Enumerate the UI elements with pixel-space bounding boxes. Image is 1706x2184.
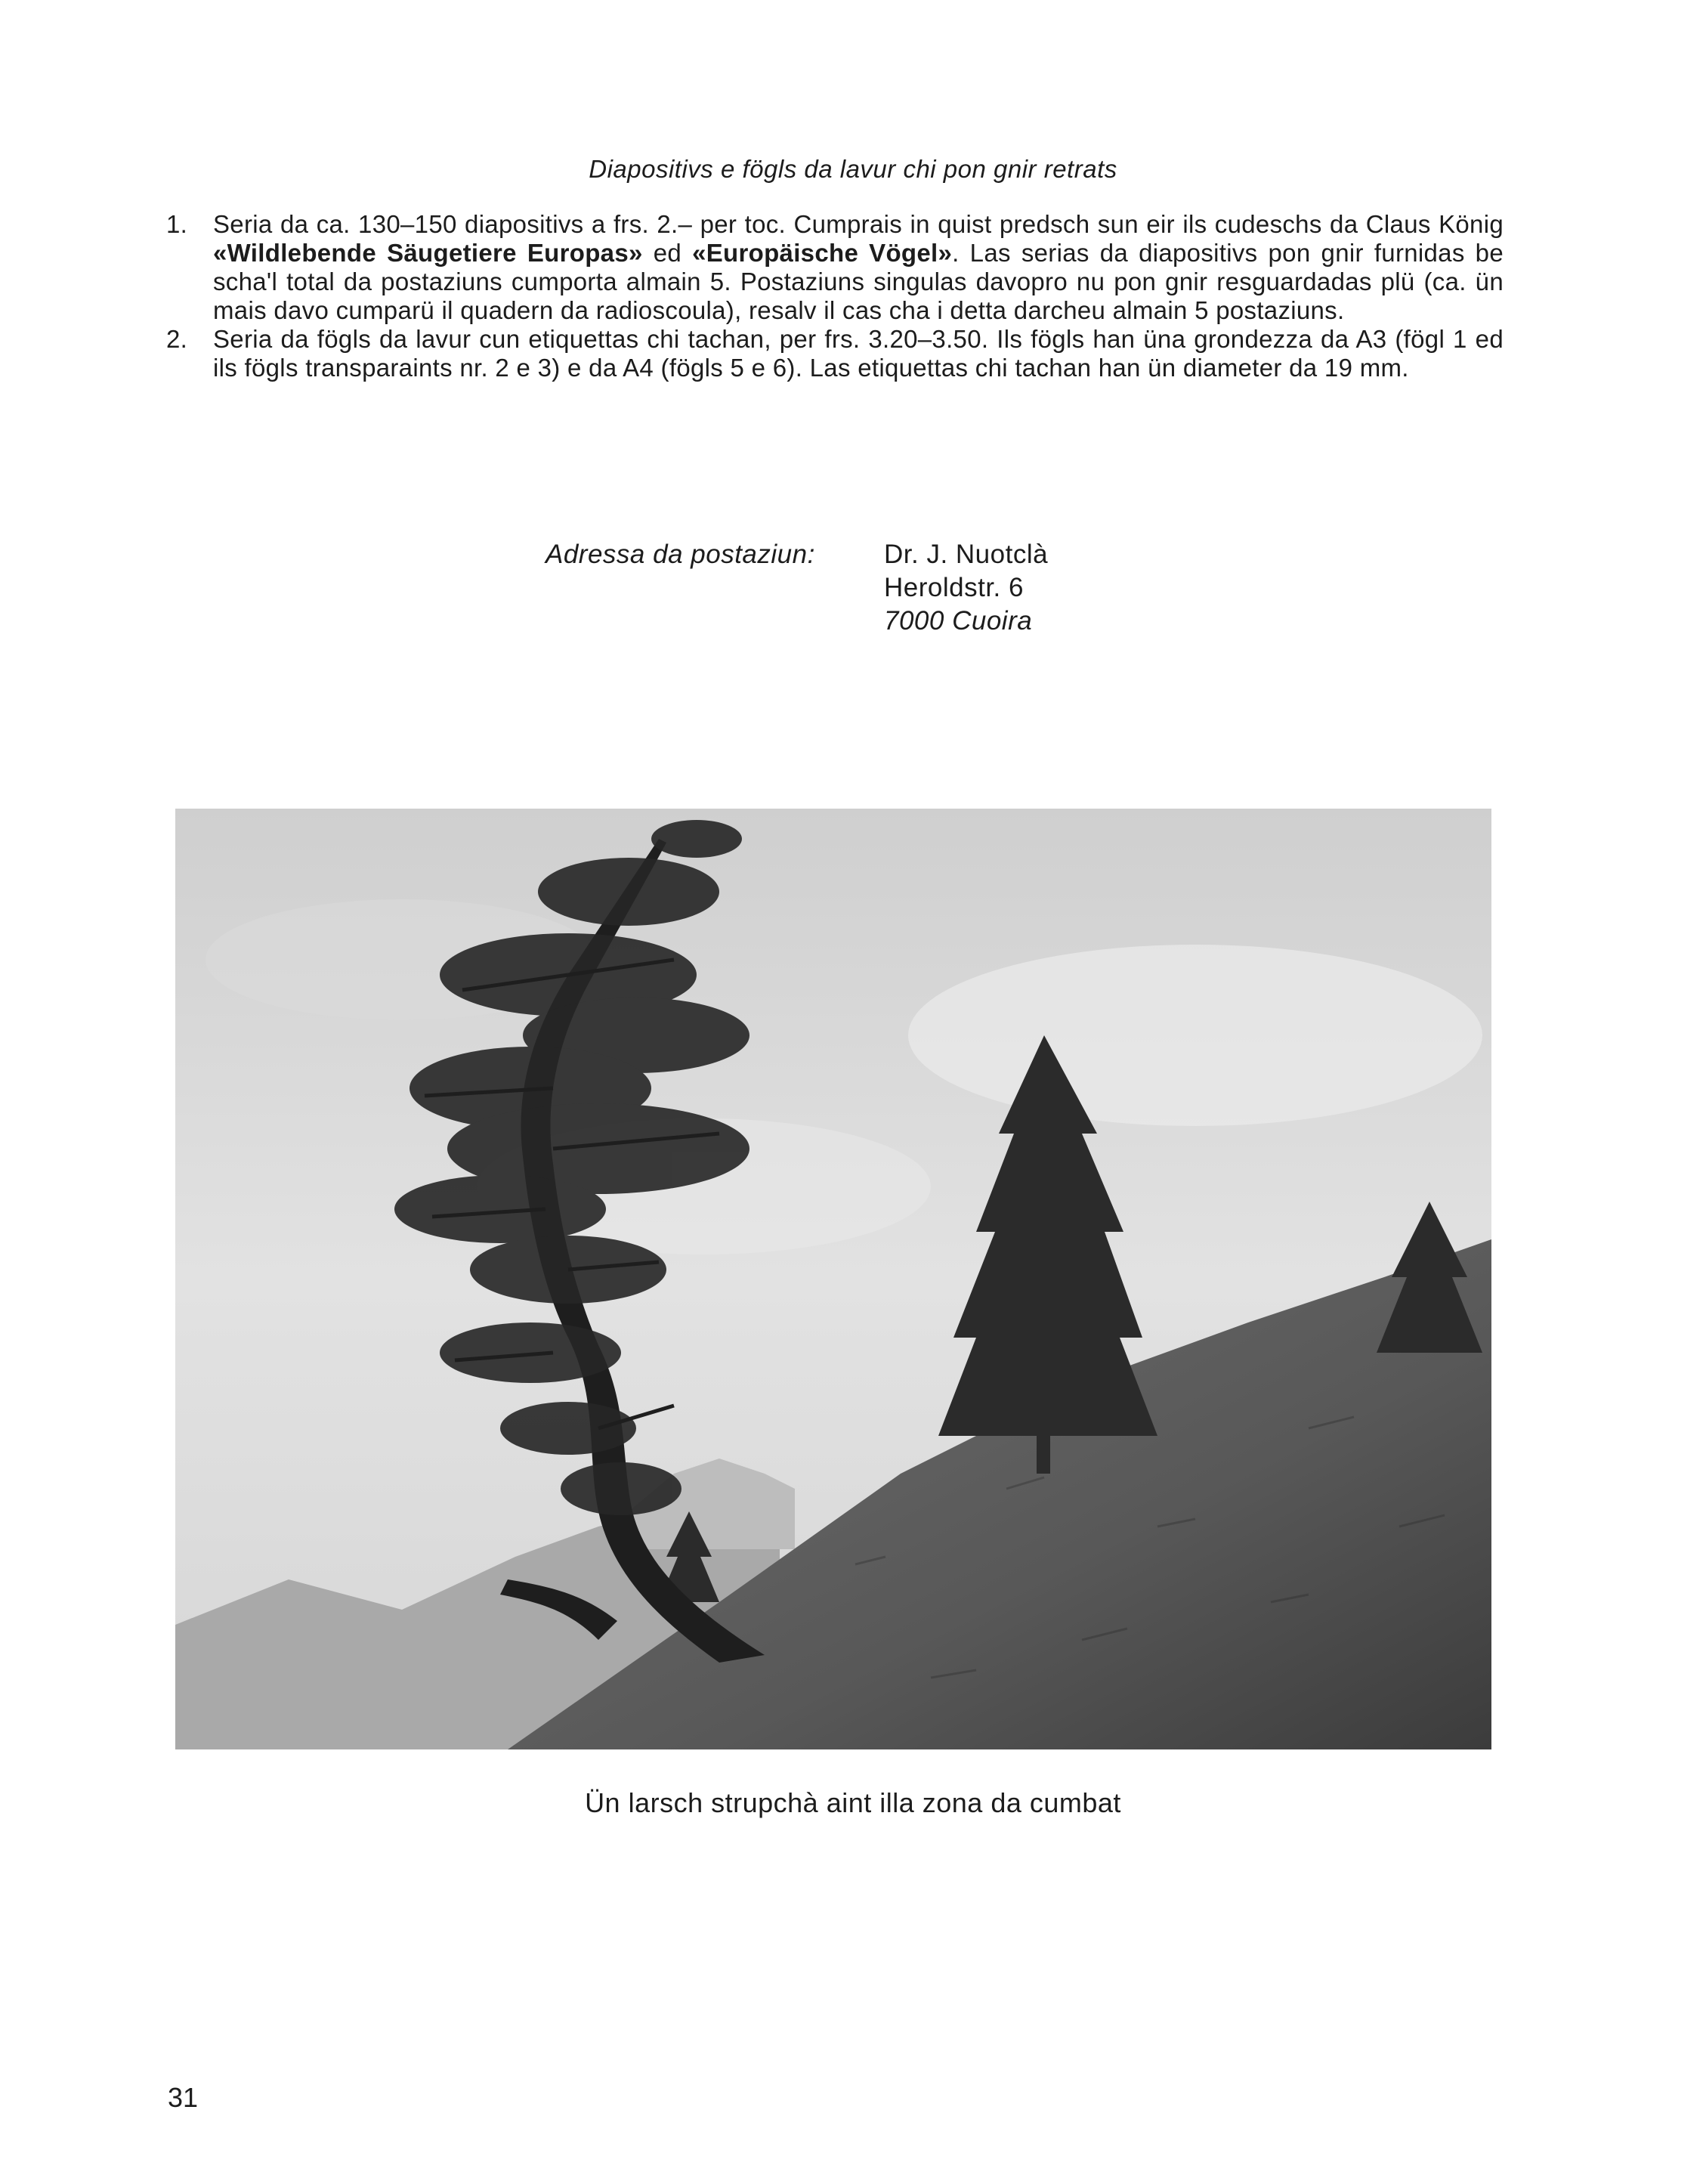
cloud [908,945,1482,1126]
larch-photograph-drawing [175,809,1491,1749]
list-item-text-part: ed [642,239,693,267]
list-item [166,210,1504,325]
address-name: Dr. J. Nuotclà [884,540,1049,569]
list-item-number: 1. [166,210,188,238]
larch-photograph [175,809,1491,1749]
list-item-text-part: Seria da ca. 130–150 diapositivs a frs. 2.– per toc. Cumprais in quist predsch sun eir ils cudeschs da Claus König [213,210,1504,238]
section-heading: Diapositivs e fögls da lavur chi pon gnir retrats [589,155,1117,183]
book-title-mammals: «Wildlebende Säugetiere Europas» [213,239,643,267]
page-number: 31 [168,2082,199,2113]
address-lines [884,538,1048,638]
address-city: 7000 Cuoira [884,606,1033,636]
list-item-text: Seria da fögls da lavur cun etiquettas chi tachan, per frs. 3.20–3.50. Ils fögls han üna grondezza da A3 (fögl 1 ed ils fögls transparaints nr. 2 e 3) e da A4 (fögls 5 e 6). Las etiquettas chi tachan han ün diameter da 19 mm. [213,325,1504,382]
list-item-text-part: . Las serias da diapositivs pon gnir furnidas be scha'l total da postaziuns cumporta almain 5. Postaziuns singulas davopro nu pon gnir resguardadas plü (ca. ün mais davo cumparü il quadern da radioscoula), resalv il cas cha i detta darcheu almain 5 postaziuns. [213,239,1504,324]
list-item [166,325,1504,382]
address-label: Adressa da postaziun: [545,540,815,569]
list-item-text [213,210,1504,325]
book-title-birds: «Europäische Vögel» [692,239,953,267]
list-item-number: 2. [166,325,188,353]
order-list [166,210,1504,382]
photo-caption: Ün larsch strupchà aint illa zona da cumbat [585,1787,1121,1818]
address-street: Heroldstr. 6 [884,573,1024,602]
